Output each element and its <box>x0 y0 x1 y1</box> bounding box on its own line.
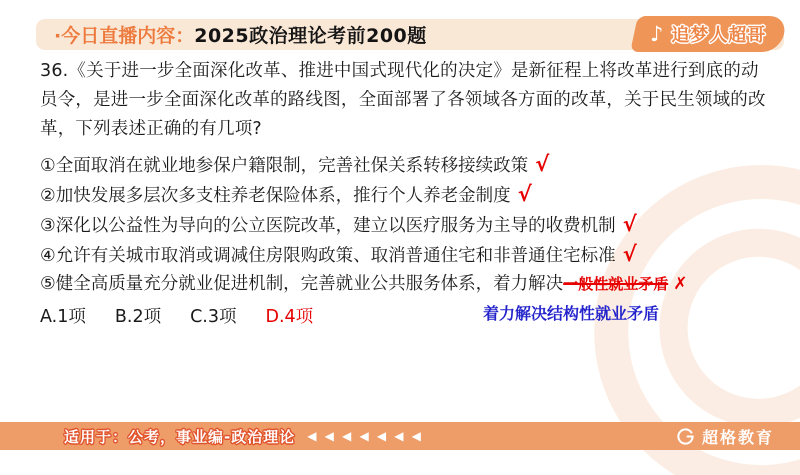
check-icon: √ <box>517 182 532 206</box>
slide-content <box>40 57 766 332</box>
check-icon: √ <box>622 212 637 236</box>
cross-icon: ✗ <box>673 274 688 294</box>
option-text: ③深化以公益性为导向的公立医院改革，建立以医疗服务为主导的收费机制 <box>40 216 616 236</box>
live-topic-label: ·今日直播内容： <box>54 25 195 47</box>
question-text: 36.《关于进一步全面深化改革、推进中国式现代化的决定》是新征程上将改革进行到底的动员令，是进一步全面深化改革的路线图，全面部署了各领域各方面的改革，关于民生领域的改革，下列表述正确的有几项? <box>40 61 766 139</box>
channel-name: 追梦人超哥 <box>671 25 766 46</box>
option-text: ②加快发展多层次多支柱养老保险体系，推行个人养老金制度 <box>40 186 511 206</box>
options-list <box>40 149 766 299</box>
audience-label: 适用于：公考，事业编-政治理论 <box>64 427 296 446</box>
brand-logo <box>676 425 774 448</box>
answer-choices <box>40 302 766 332</box>
course-title: 2025政治理论考前200题 <box>194 25 427 47</box>
option-text: ④允许有关城市取消或调减住房限购政策、取消普通住宅和非普通住宅标准 <box>40 246 616 266</box>
choice-c: C.3项 <box>190 307 237 327</box>
choice-d: D.4项 <box>265 307 314 327</box>
footer-bar <box>0 422 800 450</box>
arrow-decorations: ◀ ◀ ◀ ◀ ◀ ◀ ◀ <box>307 429 423 443</box>
option-item-2 <box>40 179 766 209</box>
brand-name: 超格教育 <box>701 427 774 447</box>
option-item-5 <box>40 269 766 299</box>
choice-a: A.1项 <box>40 307 86 327</box>
correction-note: 着力解决结构性就业矛盾 <box>483 304 660 323</box>
option-item-1 <box>40 149 766 179</box>
option-text: ①全面取消在就业地参保户籍限制，完善社保关系转移接续政策 <box>40 156 529 176</box>
check-icon: √ <box>535 152 550 176</box>
check-icon: √ <box>622 242 637 266</box>
chaoge-g-icon <box>676 427 695 446</box>
struck-wrong-phrase: 一般性就业矛盾 <box>563 275 669 293</box>
channel-badge <box>630 16 788 52</box>
header-bar <box>36 19 784 50</box>
choice-b: B.2项 <box>114 307 162 327</box>
option-item-4 <box>40 239 766 269</box>
channel-badge-content <box>650 21 766 47</box>
option-text: ⑤健全高质量充分就业促进机制，完善就业公共服务体系，着力解决 <box>40 274 564 294</box>
option-item-3 <box>40 209 766 239</box>
tiktok-note-icon: ♪ <box>649 21 663 46</box>
